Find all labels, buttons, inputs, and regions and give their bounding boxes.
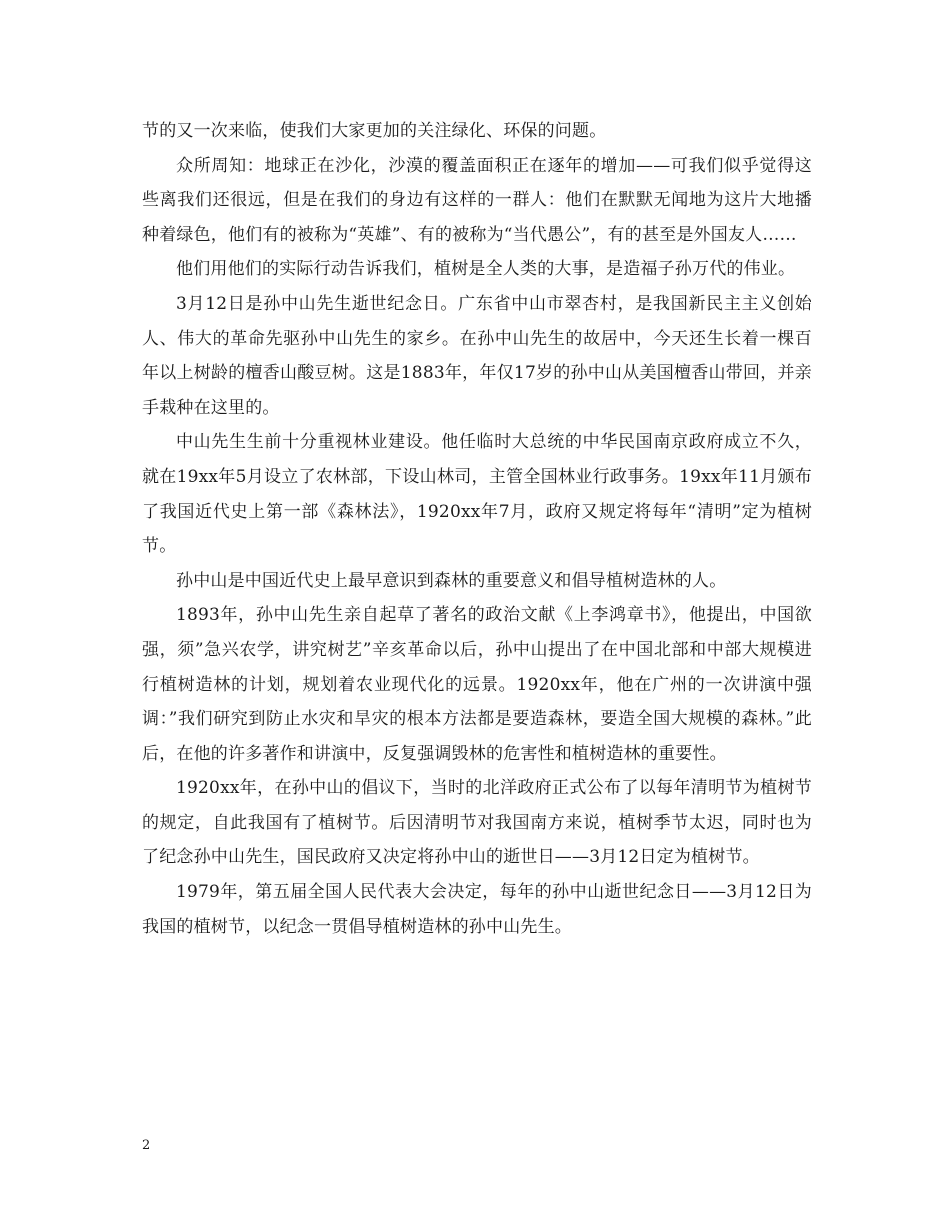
paragraph-9: 1979年，第五届全国人民代表大会决定，每年的孙中山逝世纪念日——3月12日为我国的植树节，以纪念一贯倡导植树造林的孙中山先生。 <box>142 882 812 937</box>
page-number: 2 <box>142 1138 151 1153</box>
paragraph-2: 众所周知：地球正在沙化，沙漠的覆盖面积正在逐年的增加——可我们似乎觉得这些离我们还很远，但是在我们的身边有这样的一群人：他们在默默无闻地为这片大地播种着绿色，他们有的被称为“英雄”、有的被称为“当代愚公”，有的甚至是外国友人…… <box>142 155 812 245</box>
paragraph-6: 孙中山是中国近代史上最早意识到森林的重要意义和倡导植树造林的人。 <box>176 570 727 591</box>
paragraph-5: 中山先生生前十分重视林业建设。他任临时大总统的中华民国南京政府成立不久，就在19xx年5月设立了农林部，下设山林司，主管全国林业行政事务。19xx年11月颁布了我国近代史上第一部《森林法》，1920xx年7月，政府又规定将每年“清明”定为植树节。 <box>142 432 812 557</box>
paragraph-3: 他们用他们的实际行动告诉我们，植树是全人类的大事，是造福子孙万代的伟业。 <box>176 259 796 280</box>
paragraph-7: 1893年，孙中山先生亲自起草了著名的政治文献《上李鸿章书》，他提出，中国欲强，须”急兴农学，讲究树艺”辛亥革命以后，孙中山提出了在中国北部和中部大规模进行植树造林的计划，规划着农业现代化的远景。1920xx年，他在广州的一次讲演中强调：”我们研究到防止水灾和旱灾的根本方法都是要造森林，要造全国大规模的森林。”此后，在他的许多著作和讲演中，反复强调毁林的危害性和植树造林的重要性。 <box>142 605 812 764</box>
paragraph-8: 1920xx年，在孙中山的倡议下，当时的北洋政府正式公布了以每年清明节为植树节的规定，自此我国有了植树节。后因清明节对我国南方来说，植树季节太迟，同时也为了纪念孙中山先生，国民政府又决定将孙中山的逝世日——3月12日定为植树节。 <box>142 778 812 868</box>
paragraph-1: 节的又一次来临，使我们大家更加的关注绿化、环保的问题。 <box>142 121 607 141</box>
document-body <box>142 114 812 944</box>
paragraph-4: 3月12日是孙中山先生逝世纪念日。广东省中山市翠杏村，是我国新民主主义创始人、伟大的革命先驱孙中山先生的家乡。在孙中山先生的故居中，今天还生长着一棵百年以上树龄的檀香山酸豆树。这是1883年，年仅17岁的孙中山从美国檀香山带回，并亲手栽种在这里的。 <box>142 293 812 418</box>
